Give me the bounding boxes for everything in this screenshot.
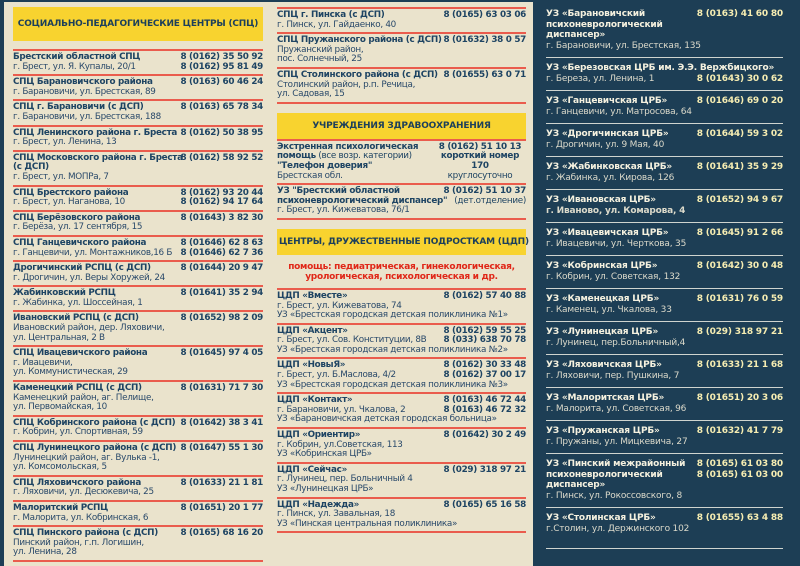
directory-entry bbox=[13, 125, 263, 150]
entry-address: ул. Центральная, 2 В bbox=[13, 332, 105, 343]
phone-number: 8 (0165) 61 03 80 bbox=[696, 459, 783, 469]
phone-number: 8 (01647) 55 1 30 bbox=[180, 443, 263, 453]
phone-number: (дет.отделение) bbox=[454, 195, 526, 206]
entry-title: УЗ «Жабинковская ЦРБ» bbox=[546, 162, 673, 172]
directory-entry bbox=[546, 355, 783, 388]
phone-number: 8 (01632) 38 0 57 bbox=[443, 35, 526, 46]
entry-title: СПЦ г. Пинска (с ДСП) bbox=[277, 10, 385, 20]
directory-entry bbox=[546, 4, 783, 58]
entry-address: ул. Садовая, 15 bbox=[277, 89, 345, 100]
entry-address: Каменецкий район, аг. Пелище, bbox=[13, 392, 154, 403]
entry-address: г. Иваново, ул. Комарова, 4 bbox=[546, 205, 686, 216]
phone-number: 8 (0165) 63 03 06 bbox=[443, 10, 526, 20]
entry-title: СПЦ Столинского района (с ДСП) bbox=[277, 69, 438, 80]
directory-entry bbox=[13, 525, 263, 560]
phone-block bbox=[180, 189, 263, 208]
entry-address: Столинский район, р.п. Речица, bbox=[277, 79, 416, 90]
entry-address: г. Жабинка, ул. Кирова, 126 bbox=[546, 172, 675, 183]
entry-address: г. Барановичи, ул. Чкалова, 2 bbox=[277, 404, 406, 415]
entry-address: г. Барановичи, ул. Брестская, 89 bbox=[13, 86, 156, 97]
phone-number: круглосуточно bbox=[447, 170, 513, 181]
phone-number: 8 (0162) 58 92 52 bbox=[180, 152, 263, 163]
phone-number: 8 (0163) 60 46 24 bbox=[180, 77, 263, 88]
entry-title: "Телефон доверия" bbox=[277, 160, 373, 171]
directory-entry bbox=[13, 74, 263, 99]
entry-title: Ивановский РСПЦ (с ДСП) bbox=[13, 313, 139, 324]
entry-title: психоневрологический bbox=[546, 19, 663, 30]
phone-number: короткий номер bbox=[440, 151, 520, 162]
entry-title: (с ДСП) bbox=[13, 162, 49, 173]
phone-number: 8 (01642) 38 3 41 bbox=[180, 417, 263, 428]
phone-block bbox=[180, 129, 263, 139]
phone-number: 8 (0163) 46 72 32 bbox=[443, 404, 526, 415]
entry-address: г. Пинск, ул. Рокоссовского, 8 bbox=[546, 490, 683, 501]
entry-address: Пружанский район, bbox=[277, 44, 364, 55]
phone-number: 8 (01644) 20 9 47 bbox=[180, 263, 263, 274]
phone-block bbox=[443, 187, 526, 206]
entry-address: УЗ «Барановичская детская городская больница» bbox=[277, 414, 497, 425]
entry-title: СПЦ Кобринского района (с ДСП) bbox=[13, 417, 176, 428]
entry-address: ул. Ленина, 28 bbox=[13, 547, 77, 558]
entry-address: УЗ «Кобринская ЦРБ» bbox=[277, 449, 372, 460]
directory-entry bbox=[277, 7, 526, 32]
entry-title: СПЦ Берёзовского района bbox=[13, 212, 141, 223]
cdp-services-note-line2: урологическая, психологическая и др. bbox=[305, 272, 498, 283]
phone-block bbox=[180, 444, 263, 454]
phone-number: 8 (0163) 46 72 44 bbox=[443, 395, 526, 406]
phone-block bbox=[180, 314, 263, 324]
phone-block bbox=[443, 501, 526, 511]
entry-address: г. Ивацевичи, ул. Черткова, 35 bbox=[546, 238, 687, 249]
cdp-services-note bbox=[277, 262, 526, 283]
phone-block bbox=[697, 294, 783, 305]
phone-block bbox=[180, 384, 263, 394]
phone-number: 8 (01645) 91 2 66 bbox=[696, 228, 783, 238]
entry-title: СПЦ Брестского района bbox=[13, 187, 129, 198]
phone-number: 8 (0162) 94 17 64 bbox=[180, 197, 263, 208]
phone-block bbox=[697, 9, 783, 20]
phone-block bbox=[697, 74, 783, 85]
phone-number: 8 (029) 318 97 21 bbox=[696, 327, 783, 337]
directory-entry bbox=[546, 421, 783, 454]
phone-block bbox=[180, 154, 263, 164]
phone-block bbox=[697, 513, 783, 524]
entry-title: помощь (все возр. категории) bbox=[277, 151, 412, 162]
entry-address: УЗ «Брестская городская детская поликлиника №2» bbox=[277, 344, 508, 355]
phone-block bbox=[697, 327, 783, 338]
phone-number: 8 (01633) 21 1 68 bbox=[696, 360, 783, 370]
entry-address: г. Лунинец, пер. Больничный 4 bbox=[277, 474, 413, 485]
directory-entry bbox=[546, 256, 783, 289]
phone-block bbox=[443, 11, 526, 21]
phone-block bbox=[697, 162, 783, 173]
entry-address: г. Пружаны, ул. Мицкевича, 27 bbox=[546, 436, 688, 447]
phone-block bbox=[180, 289, 263, 299]
entry-title: диспансер» bbox=[546, 30, 606, 40]
entry-title: ЦДП «Надежда» bbox=[277, 499, 360, 510]
phone-number: 8 (01632) 41 7 79 bbox=[696, 426, 783, 436]
phone-block bbox=[180, 53, 263, 72]
entry-address: г. Ивацевичи, bbox=[13, 357, 73, 368]
phone-number: 8 (01631) 76 0 59 bbox=[696, 294, 783, 304]
directory-entry bbox=[13, 415, 263, 440]
entry-address: г. Пинск, ул. Гайдаенко, 40 bbox=[277, 19, 396, 30]
phone-number: 8 (01643) 3 82 30 bbox=[180, 212, 263, 223]
phone-number: 8 (01641) 35 2 94 bbox=[180, 288, 263, 299]
entry-title: ЦДП «Контакт» bbox=[277, 395, 353, 406]
phone-block bbox=[443, 466, 526, 476]
phone-number: 8 (01646) 69 0 20 bbox=[696, 96, 783, 106]
phone-block bbox=[443, 361, 526, 380]
entry-address: г. Берёза, ул. 17 сентября, 15 bbox=[13, 222, 143, 233]
phone-number: 8 (01651) 20 3 06 bbox=[696, 393, 783, 403]
phone-number: 8 (01645) 97 4 05 bbox=[180, 348, 263, 359]
phone-number: 8 (01642) 30 0 48 bbox=[696, 261, 783, 271]
phone-number: 8 (0163) 65 78 34 bbox=[180, 102, 263, 113]
phone-number: 8 (01633) 21 1 81 bbox=[180, 477, 263, 488]
entry-address: г. Барановичи, ул. Брестская, 188 bbox=[13, 111, 161, 122]
entry-address: г.Столин, ул. Держинского 102 bbox=[546, 523, 690, 534]
phone-number: 8 (0162) 51 10 37 bbox=[443, 186, 526, 197]
phone-number: 8 (0165) 68 16 20 bbox=[180, 528, 263, 539]
phone-number: 8 (01644) 59 3 02 bbox=[696, 129, 783, 139]
entry-title: УЗ «Березовская ЦРБ им. Э.Э. Вержбицкого» bbox=[546, 63, 775, 73]
directory-entry bbox=[277, 357, 526, 392]
phone-number: 8 (01655) 63 0 71 bbox=[443, 69, 526, 80]
directory-entry bbox=[546, 190, 783, 223]
directory-entry bbox=[546, 58, 783, 91]
entry-address: г. Брест, ул. Кижеватова, 74 bbox=[277, 300, 402, 311]
directory-entry bbox=[277, 288, 526, 323]
entry-address: УЗ «Брестская городская детская поликлиника №1» bbox=[277, 310, 508, 321]
entry-title: Брестский областной СПЦ bbox=[13, 52, 141, 62]
entry-title: Дрогичинский РСПЦ (с ДСП) bbox=[13, 263, 151, 274]
phone-number: 8 (0165) 61 03 00 bbox=[696, 469, 783, 480]
phone-number: 8 (0162) 95 81 49 bbox=[180, 61, 263, 72]
entry-title: психоневрологический диспансер" bbox=[277, 195, 448, 206]
section-header-spc: СОЦИАЛЬНО-ПЕДАГОГИЧЕСКИЕ ЦЕНТРЫ (СПЦ) bbox=[13, 7, 263, 41]
entry-title: СПЦ Ляховичского района bbox=[13, 477, 141, 488]
entry-address: г. Кобрин, ул. Спортивная, 59 bbox=[13, 427, 143, 438]
entry-title: СПЦ Московского района г. Бреста bbox=[13, 152, 183, 163]
phone-block bbox=[697, 129, 783, 140]
directory-entry bbox=[546, 388, 783, 421]
entry-title: СПЦ Пружанского района (с ДСП) bbox=[277, 35, 442, 46]
phone-number: 8 (0165) 65 16 58 bbox=[443, 499, 526, 510]
directory-entry bbox=[13, 345, 263, 380]
entry-title: СПЦ Ивацевичского района bbox=[13, 348, 148, 359]
directory-entry bbox=[277, 32, 526, 67]
entry-address: ул. Комсомольская, 5 bbox=[13, 462, 107, 473]
phone-number: 8 (0163) 41 60 80 bbox=[696, 9, 783, 19]
directory-entry bbox=[13, 475, 263, 500]
phone-number: 8 (01652) 98 2 09 bbox=[180, 313, 263, 324]
health-facilities-list bbox=[546, 4, 783, 540]
entry-title: Экстренная психологическая bbox=[277, 141, 419, 152]
entry-title: УЗ «Дрогичинская ЦРБ» bbox=[546, 129, 669, 139]
phone-number: 8 (0162) 37 00 17 bbox=[443, 370, 526, 381]
entry-address: г. Ганцевичи, ул. Монтажников,16 Б bbox=[13, 247, 173, 258]
entry-address: УЗ «Лунинецкая ЦРБ» bbox=[277, 484, 374, 494]
phone-number: 8 (01651) 20 1 77 bbox=[180, 502, 263, 513]
entry-title: УЗ «Лунинецкая ЦРБ» bbox=[546, 327, 659, 337]
phone-number: 8 (01646) 62 8 63 bbox=[180, 237, 263, 248]
entry-address: г. Лунинец, пер.Больничный,4 bbox=[546, 337, 686, 348]
directory-entry bbox=[546, 508, 783, 540]
entry-address: г. Малорита, ул. Кобринская, 6 bbox=[13, 512, 149, 523]
phone-block bbox=[180, 239, 263, 258]
entry-address: г. Дрогичин, ул. 9 Мая, 40 bbox=[546, 139, 665, 150]
directory-entry bbox=[277, 67, 526, 102]
entry-title: Жабинковский РСПЦ bbox=[13, 288, 116, 299]
entry-address: ул. Коммунистическая, 29 bbox=[13, 367, 128, 378]
entry-title: диспансер» bbox=[546, 480, 606, 490]
phone-number: 8 (01646) 62 7 36 bbox=[180, 247, 263, 258]
entry-address: ул. Первомайская, 10 bbox=[13, 402, 107, 413]
phone-number: 170 bbox=[471, 160, 489, 171]
entry-title: СПЦ Ленинского района г. Бреста bbox=[13, 127, 178, 138]
entry-address: УЗ «Брестская городская детская поликлиника №3» bbox=[277, 379, 508, 390]
entry-title: УЗ «Пинский межрайонный bbox=[546, 459, 686, 469]
entry-address: г. Береза, ул. Ленина, 1 bbox=[546, 73, 655, 84]
entry-address: г. Ляховичи, пер. Пушкина, 7 bbox=[546, 370, 680, 381]
phone-block bbox=[180, 419, 263, 429]
directory-entry bbox=[277, 139, 526, 183]
phone-block bbox=[697, 195, 783, 206]
entry-title: УЗ «Каменецкая ЦРБ» bbox=[546, 294, 660, 304]
phone-block bbox=[180, 78, 263, 88]
entry-title: СПЦ г. Барановичи (с ДСП) bbox=[13, 102, 144, 113]
directory-entry bbox=[546, 223, 783, 256]
directory-entry bbox=[277, 392, 526, 427]
directory-entry bbox=[277, 323, 526, 358]
entry-address: г. Брест, ул. Сов. Конституции, 8В bbox=[277, 335, 427, 346]
entry-title: ЦДП «Сейчас» bbox=[277, 464, 347, 475]
entry-address: г. Малорита, ул. Советская, 96 bbox=[546, 403, 687, 414]
section-header-cdp: ЦЕНТРЫ, ДРУЖЕСТВЕННЫЕ ПОДРОСТКАМ (ЦДП) bbox=[277, 229, 526, 255]
directory-entry bbox=[13, 185, 263, 210]
section-header-health: УЧРЕЖДЕНИЯ ЗДРАВООХРАНЕНИЯ bbox=[277, 113, 526, 139]
entry-title: СПЦ Барановичского района bbox=[13, 77, 153, 88]
phone-block bbox=[443, 431, 526, 441]
phone-block bbox=[697, 459, 783, 480]
entry-title: СПЦ Пинского района (с ДСП) bbox=[13, 528, 158, 539]
phone-number: 8 (01652) 94 9 67 bbox=[696, 195, 783, 205]
phone-number: 8 (0162) 93 20 44 bbox=[180, 187, 263, 198]
phone-block bbox=[697, 96, 783, 107]
entry-address: Ивановский район, дер. Ляховичи, bbox=[13, 323, 165, 334]
entry-address: г. Ляховичи, ул. Десюкевича, 25 bbox=[13, 487, 154, 498]
phone-number: 8 (0162) 50 38 95 bbox=[180, 127, 263, 138]
separator-line bbox=[546, 548, 783, 549]
page-border-left bbox=[0, 0, 4, 566]
phone-number: 8 (01641) 35 9 29 bbox=[696, 162, 783, 172]
entry-title: УЗ «Ляховичская ЦРБ» bbox=[546, 360, 662, 370]
directory-entry bbox=[13, 235, 263, 260]
phone-block bbox=[180, 529, 263, 539]
entry-address: УЗ «Пинская центральная поликлиника» bbox=[277, 518, 458, 529]
directory-entry bbox=[277, 462, 526, 497]
directory-entry bbox=[277, 497, 526, 532]
directory-entry bbox=[277, 427, 526, 462]
directory-entry bbox=[13, 285, 263, 310]
middle-column bbox=[277, 7, 529, 533]
entry-title: УЗ «Ивацевичская ЦРБ» bbox=[546, 228, 669, 238]
entry-title: УЗ «Пружанская ЦРБ» bbox=[546, 426, 660, 436]
entry-title: ЦДП «Ориентир» bbox=[277, 430, 361, 441]
phone-number: 8 (0162) 30 33 48 bbox=[443, 360, 526, 371]
phone-number: 8 (0162) 35 50 92 bbox=[180, 52, 263, 62]
entry-title: ЦДП «Акцент» bbox=[277, 325, 348, 336]
directory-entry bbox=[13, 99, 263, 124]
directory-entry bbox=[13, 49, 263, 74]
phone-block bbox=[443, 36, 526, 46]
entry-address: г. Пинск, ул. Завальная, 18 bbox=[277, 509, 395, 520]
directory-entry bbox=[13, 440, 263, 475]
phone-block bbox=[180, 103, 263, 113]
entry-title: УЗ «Барановичский bbox=[546, 9, 645, 19]
phone-number: 8 (0162) 59 55 25 bbox=[443, 325, 526, 336]
entry-address: пос. Солнечный, 25 bbox=[277, 54, 362, 65]
phone-block bbox=[180, 504, 263, 514]
directory-entry bbox=[546, 157, 783, 190]
phone-block bbox=[697, 261, 783, 272]
phone-block bbox=[180, 264, 263, 274]
left-column bbox=[13, 7, 263, 562]
entry-title: СПЦ Ганцевичского района bbox=[13, 237, 147, 248]
phone-number: 8 (029) 318 97 21 bbox=[443, 464, 526, 475]
directory-entry bbox=[13, 210, 263, 235]
cdp-services-note-line1: помощь: педиатрическая, гинекологическая, bbox=[288, 261, 515, 272]
phone-block bbox=[443, 327, 526, 346]
entry-title: УЗ «Столинская ЦРБ» bbox=[546, 513, 656, 523]
directory-entry bbox=[13, 310, 263, 345]
entry-title: УЗ «Ганцевичская ЦРБ» bbox=[546, 96, 668, 106]
phone-number: 8 (01642) 30 2 49 bbox=[443, 430, 526, 441]
entry-title: Каменецкий РСПЦ (с ДСП) bbox=[13, 383, 142, 394]
phone-block bbox=[180, 349, 263, 359]
directory-entry bbox=[13, 150, 263, 185]
entry-address: г. Брест, ул. Кижеватова, 76/1 bbox=[277, 205, 410, 216]
entry-address: г. Брест, ул. Я. Купалы, 20/1 bbox=[13, 61, 136, 72]
entry-address: Брестская обл. bbox=[277, 170, 343, 181]
phone-number: 8 (01631) 71 7 30 bbox=[180, 383, 263, 394]
phone-block bbox=[180, 214, 263, 224]
spc-directory-list-continued bbox=[277, 7, 526, 104]
cdp-directory-list bbox=[277, 288, 526, 533]
entry-address: г. Барановичи, ул. Брестская, 135 bbox=[546, 40, 701, 51]
directory-entry bbox=[546, 91, 783, 124]
entry-address: г. Брест, ул. Наганова, 10 bbox=[13, 197, 125, 208]
directory-entry bbox=[546, 289, 783, 322]
phone-block bbox=[434, 143, 526, 181]
phone-block bbox=[697, 393, 783, 404]
entry-title: СПЦ Лунинецкого района (с ДСП) bbox=[13, 443, 177, 453]
directory-entry bbox=[13, 380, 263, 415]
entry-address: г. Кобрин, ул.Советская, 113 bbox=[277, 439, 403, 450]
directory-entry bbox=[546, 322, 783, 355]
entry-address: г. Каменец, ул. Чкалова, 33 bbox=[546, 304, 672, 315]
entry-address: г. Брест, ул. Б.Маслова, 4/2 bbox=[277, 370, 396, 381]
entry-address: г. Брест, ул. МОПРа, 7 bbox=[13, 171, 109, 182]
entry-title: Малоритский РСПЦ bbox=[13, 502, 108, 513]
entry-address: г. Жабинка, ул. Шоссейная, 1 bbox=[13, 297, 143, 308]
phone-block bbox=[697, 228, 783, 239]
entry-title: УЗ «Кобринская ЦРБ» bbox=[546, 261, 658, 271]
entry-title: УЗ «Ивановская ЦРБ» bbox=[546, 195, 656, 205]
entry-address: Пинский район, г.п. Логишин, bbox=[13, 537, 144, 548]
directory-entry bbox=[277, 183, 526, 218]
entry-title: психоневрологический bbox=[546, 469, 663, 480]
phone-block bbox=[443, 396, 526, 415]
directory-entry bbox=[13, 260, 263, 285]
entry-title: УЗ "Брестский областной bbox=[277, 186, 400, 197]
entry-title: ЦДП «НовыЯ» bbox=[277, 360, 346, 371]
entry-address: г. Дрогичин, ул. Веры Хоружей, 24 bbox=[13, 272, 165, 283]
phone-block bbox=[697, 360, 783, 371]
phone-number: 8 (01643) 30 0 62 bbox=[696, 73, 783, 84]
entry-title: ЦДП «Вместе» bbox=[277, 290, 348, 301]
directory-entry bbox=[13, 500, 263, 525]
directory-entry bbox=[546, 454, 783, 508]
phone-block bbox=[180, 479, 263, 489]
phone-number: 8 (0162) 51 10 13 bbox=[438, 141, 522, 152]
phone-block bbox=[697, 426, 783, 437]
phone-number: 8 (01655) 63 4 88 bbox=[696, 513, 783, 523]
health-services-list bbox=[277, 139, 526, 220]
right-column-panel bbox=[533, 0, 800, 566]
phone-block bbox=[443, 292, 526, 302]
phone-number: 8 (033) 638 70 78 bbox=[443, 335, 526, 346]
entry-address: г. Кобрин, ул. Советская, 132 bbox=[546, 271, 681, 282]
entry-address: г. Ганцевичи, ул. Матросова, 64 bbox=[546, 106, 692, 117]
directory-entry bbox=[546, 124, 783, 157]
entry-title: УЗ «Малоритская ЦРБ» bbox=[546, 393, 665, 403]
entry-address: Лунинецкий район, аг. Вулька -1, bbox=[13, 452, 160, 463]
phone-block bbox=[443, 71, 526, 81]
phone-number: 8 (0162) 57 40 88 bbox=[443, 290, 526, 301]
entry-address: г. Брест, ул. Ленина, 13 bbox=[13, 137, 117, 148]
spc-directory-list bbox=[13, 49, 263, 562]
